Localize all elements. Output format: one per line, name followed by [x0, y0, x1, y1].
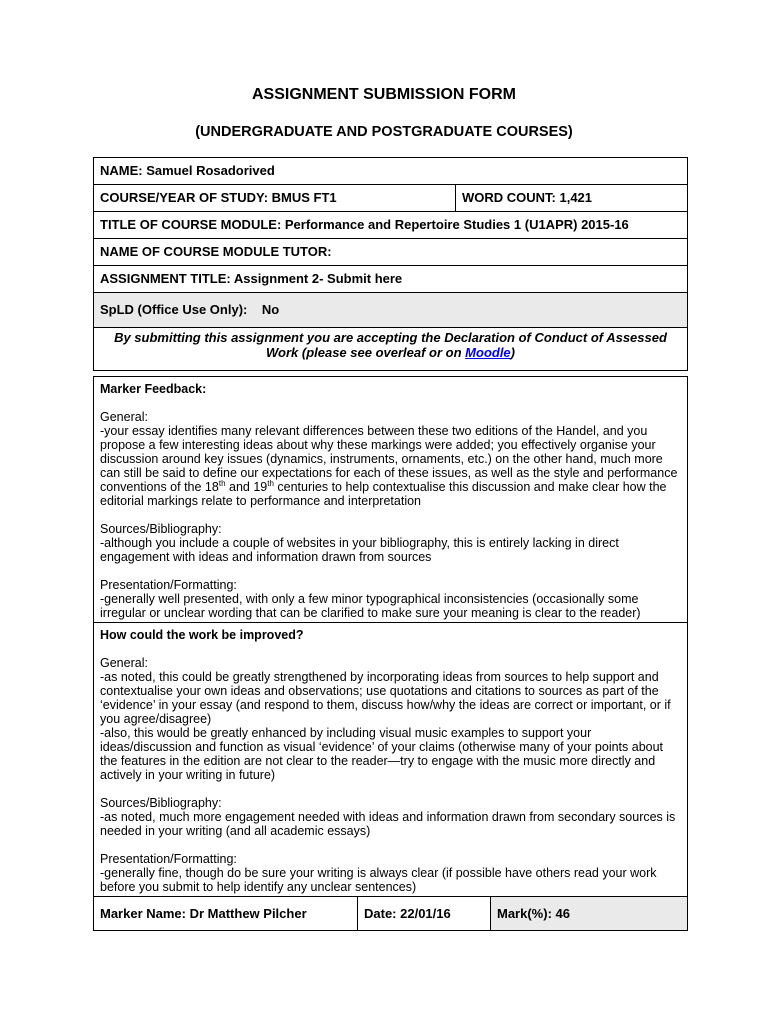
spld-field [94, 293, 688, 328]
feedback-table [93, 376, 688, 931]
improvement-general-text-2: -also, this would be greatly enhanced by including visual music examples to support your ideas/discussion and function as visual ‘evidence’ of your claims (otherwise many of your points about the features in the edition are not clear to the reader—try to engage with the music more directly and actively in your writing in future) [100, 726, 664, 782]
improvement-section [94, 623, 688, 897]
spld-label: SpLD (Office Use Only): [100, 302, 248, 317]
module-title-field: TITLE OF COURSE MODULE: Performance and Repertoire Studies 1 (U1APR) 2015-16 [94, 212, 688, 239]
marker-name-field: Marker Name: Dr Matthew Pilcher [94, 897, 358, 931]
feedback-presentation-label: Presentation/Formatting: [100, 578, 237, 592]
signoff-row [94, 897, 688, 931]
word-count-field: WORD COUNT: 1,421 [456, 185, 688, 212]
improvement-presentation-text: -generally fine, though do be sure your writing is always clear (if possible have others read your work before you submit to help identify any unclear sentences) [100, 866, 657, 894]
feedback-sources-text: -although you include a couple of websites in your bibliography, this is entirely lacking in direct engagement with ideas and information drawn from sources [100, 536, 619, 564]
mark-field: Mark(%): 46 [491, 897, 688, 931]
improvement-sources-text: -as noted, much more engagement needed with ideas and information drawn from secondary sources is needed in your writing (and all academic essays) [100, 810, 676, 838]
feedback-general-text: -your essay identifies many relevant differences between these two editions of the Handel, and you propose a few interesting ideas about why these markings were added; you effectively organise your discussion around key issues (dynamics, instruments, ornaments, etc.) on the other hand, much more can still be said to define our expectations for each of these issues, as well as the style and performance conventions of the 18th and 19th centuries to help contextualise this discussion and make clear how the editorial markings relate to performance and interpretation [100, 424, 678, 508]
spld-value: No [261, 302, 280, 317]
declaration-text: By submitting this assignment you are accepting the Declaration of Conduct of Assessed Work (please see overleaf or on [114, 330, 667, 360]
improvement-presentation-label: Presentation/Formatting: [100, 852, 237, 866]
improvement-general-text-1: -as noted, this could be greatly strengthened by incorporating ideas from sources to help support and contextualise your own ideas and observations; use quotations and citations to sources as part of the ‘evidence’ in your essay (and respond to them, discuss how/why the ideas are correct or important, or if you agree/disagree) [100, 670, 671, 726]
assignment-title-field: ASSIGNMENT TITLE: Assignment 2- Submit here [94, 266, 688, 293]
improvement-general-label: General: [100, 656, 148, 670]
moodle-link[interactable]: Moodle [465, 345, 511, 360]
course-year-field: COURSE/YEAR OF STUDY: BMUS FT1 [94, 185, 456, 212]
student-name-field: NAME: Samuel Rosadorived [94, 158, 688, 185]
feedback-general-label: General: [100, 410, 148, 424]
feedback-presentation-text: -generally well presented, with only a few minor typographical inconsistencies (occasionally some irregular or unclear wording that can be clarified to make sure your meaning is clear to the reader) [100, 592, 641, 620]
improvement-sources-label: Sources/Bibliography: [100, 796, 222, 810]
marker-feedback-section [94, 377, 688, 623]
declaration-end: ) [510, 345, 516, 360]
page-subtitle: (UNDERGRADUATE AND POSTGRADUATE COURSES) [195, 124, 573, 140]
page-title: ASSIGNMENT SUBMISSION FORM [251, 86, 516, 103]
improvement-heading: How could the work be improved? [100, 628, 304, 642]
marker-feedback-heading: Marker Feedback: [100, 382, 207, 396]
module-tutor-field: NAME OF COURSE MODULE TUTOR: [94, 239, 688, 266]
declaration-notice [94, 328, 688, 371]
date-field: Date: 22/01/16 [358, 897, 491, 931]
student-info-table [93, 157, 688, 371]
feedback-sources-label: Sources/Bibliography: [100, 522, 222, 536]
